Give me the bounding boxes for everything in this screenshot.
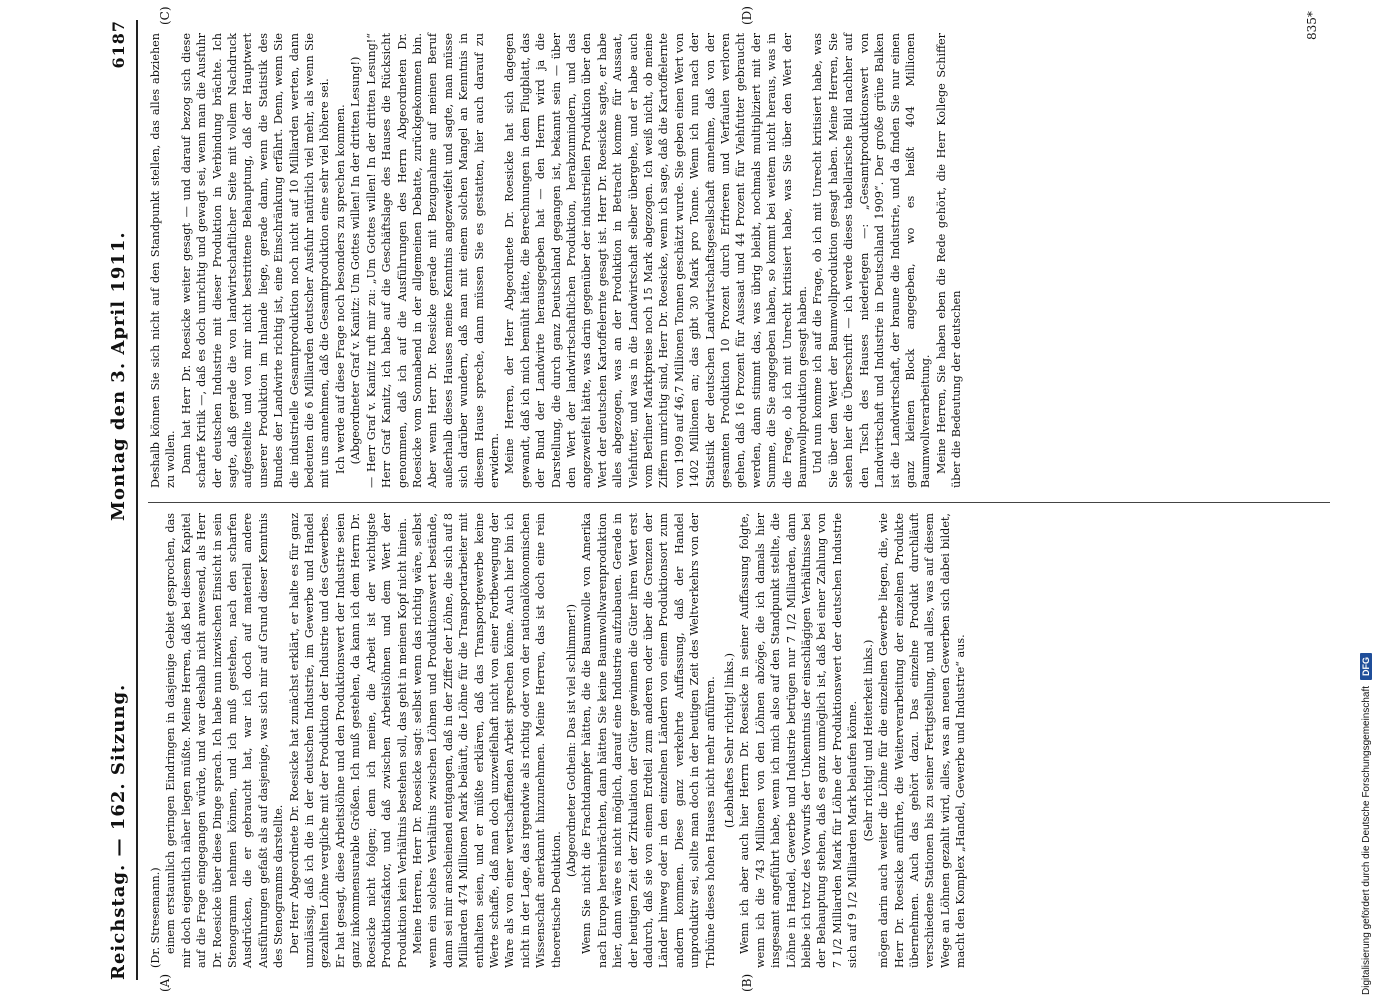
right-column-paragraph: Ich werde auf diese Frage noch besonders zu sprechen kommen. [333,104,347,474]
header-date: Montag den 3. April 1911. [107,231,129,521]
left-column-paragraph: Wenn ich aber auch hier Herrn Dr. Roesicke in seiner Auffassung folgte, wenn ich die 743 Millionen von den Löhnen abzöge, die ich damals hier insgesamt angeführt habe, wenn ich mich also auf den Standpunkt stellte, die Löhne in Handel, Gewerbe und Industrie betrügen nur 7 1/2 Milliarden, dann bleibe ich trotz des Vorwurfs der Unkenntnis der einschlägigen Verhältnisse bei der Behauptung stehen, daß es ganz unmöglich ist, daß bei einer Zahlung von 7 1/2 Milliarden Mark für Löhne der Produktionswert der deutschen Industrie sich auf 9 1/2 Milliarden Mark belaufen könne. [738,513,860,968]
column-divider [148,502,1330,503]
digitization-credit-text: Digitalisierung gefördert durch die Deutsche Forschungsgemeinschaft [1360,685,1372,995]
right-column [148,33,1330,488]
page-content [70,0,1360,1000]
left-column-paragraph: Meine Herren, Herr Dr. Roesicke sagt: selbst wenn das richtig wäre, selbst wenn ein solches Verhältnis zwischen Löhnen und Produktionswert bestände, dann sei mir anscheinend entgangen, daß in der Ziffer der Löhne, die sich auf 8 Milliarden 474 Millionen Mark beläuft, die Löhne für die Transportarbeiter mit enthalten seien, und er müßte erklären, daß das Transportgewerbe keine Werte schaffe, daß man doch unzweifelhaft nicht von einer Fortbewegung der Ware als von einer wertschaffenden Arbeit sprechen könne. Auch hier bin ich nicht in der Lage, das irgendwie als richtig oder von der nationalökonomischen Wissenschaft anerkannt hinzunehmen. Meine Herren, das ist doch eine rein theoretische Deduktion. [410,513,563,968]
right-column-paragraph: (Abgeordneter Graf v. Kanitz: Um Gottes willen! In der dritten Lesung!) [349,56,363,465]
left-column-paragraph: (Lebhaftes Sehr richtig! links.) [723,653,737,828]
margin-marker-c: (C) [158,6,172,25]
left-column-paragraph: Der Herr Abgeordnete Dr. Roesicke hat zunächst erklärt, er halte es für ganz unzulässig, daß ich die in der deutschen Industrie, im Gewerbe und Handel gezahlten Löhne vergliche mit der Produktion der Industrie und des Gewerbes. Er hat gesagt, diese Arbeitslöhne und den Produktionswert der Industrie seien ganz inkommensurable Größen. Ich muß gestehen, da kann ich dem Herrn Dr. Roesicke nicht folgen; denn ich meine, die Arbeit ist der wichtigste Produktionsfaktor, und daß zwischen Arbeitslöhnen und dem Wert der Produktion kein Verhältnis bestehen soll, das geht in meinen Kopf nicht hinein. [287,513,409,968]
left-column-paragraph: (Sehr richtig! und Heiterkeit links.) [861,639,875,842]
right-column-paragraph: — Herr Graf v. Kanitz ruft mir zu: „Um Gottes willen! In der dritten Lesung!“ Herr Graf Kanitz, ich habe auf die Geschäftslage des Hauses die Rücksicht genommen, daß ich auf die Ausführungen des Herrn Abgeordneten Dr. Roesicke vom Sonnabend in der allgemeinen Debatte, zurückgekommen bin. Aber wenn Herr Dr. Roesicke gerade mit Bezugnahme auf meinen Beruf außerhalb dieses Hauses meine Kenntnis angezweifelt und sagte, man müsse sich darüber wundern, daß man mit einem solchen Mangel an Kenntnis in diesem Hause spreche, dann müssen Sie es gestatten, hier auch darauf zu erwidern. [364,33,501,488]
margin-marker-a: (A) [158,973,172,992]
dfg-logo: DFG [1360,653,1372,680]
right-column-paragraph: Meine Herren, Sie haben eben die Rede gehört, die Herr Kollege Schiffer über die Bedeutung der deutschen [934,33,964,488]
left-column-paragraph: Wenn Sie nicht die Frachtdampfer hätten, die die Baumwolle von Amerika nach Europa hereinbrächten, dann hätten Sie keine Baumwollwarenproduktion hier, dann wäre es nicht möglich, darauf eine Industrie aufzubauen. Gerade in der heutigen Zeit der Zirkulation der Güter gewinnen die Güter ihren Wert erst dadurch, daß sie von einem Erdteil zum anderen oder über die Grenzen der Länder hinweg oder in den einzelnen Ländern von einem Produktionsort zum andern kommen. Diese ganz verkehrte Auffassung, daß der Handel unproduktiv sei, sollte man doch in der heutigen Zeit des Weltverkehrs von der Tribüne dieses hohen Hauses nicht mehr anführen. [580,513,717,968]
header-page-number: 6187 [108,20,128,69]
margin-marker-b: (B) [740,973,754,992]
left-column-paragraph: einem erstaunlich geringen Eindringen in dasjenige Gebiet gesprochen, das mir doch eigentlich näher liegen müßte. Meine Herren, daß bei diesem Kapitel auf die Frage eingegangen würde, und war deshalb nicht anwesend, als Herr Dr. Roesicke über diese Dinge sprach. Ich habe nun inzwischen Einsicht in sein Stenogramm nehmen können, und ich muß gestehen, nach den scharfen Ausdrücken, die er gebraucht hat, war ich doch auf materiell andere Ausführungen gefaßt als auf dasjenige, was sich mir auf Grund dieser Kenntnis des Stenogramms darstellte. [164,513,286,968]
page-header [100,20,138,980]
right-column-paragraph: Meine Herren, der Herr Abgeordnete Dr. Roesicke hat sich dagegen gewandt, daß ich mich bemüht hätte, die Berechnungen in dem Flugblatt, das der Bund der Landwirte herausgegeben hat — den Herrn wird ja die Darstellung, die durch ganz Deutschland gegangen ist, bekannt sein — über den Wert der landwirtschaftlichen Produktion, herabzumindern, und das angezweifelt hätte, was darin gegenüber der industriellen Produktion über den Wert der deutschen Kartoffelernte gesagt ist. Herr Dr. Roesicke sagte, er habe alles abgezogen, was an der Produktion in Betracht komme für Aussaat, Viehfutter, und was in die Landwirtschaft selber übergehe, und er habe auch vom Berliner Marktpreise noch 15 Mark abgezogen. Ich weiß nicht, ob meine Ziffern unrichtig sind, Herr Dr. Roesicke, wenn ich sage, daß die Kartoffelernte von 1909 auf 46,7 Millionen Tonnen geschätzt wurde. Sie geben einen Wert von 1402 Millionen an; das gibt 30 Mark pro Tonne. Wenn ich nun nach der Statistik der deutschen Landwirtschaftsgesellschaft annehme, daß von der gesamten Produktion 10 Prozent durch Erfrieren und Verfaulen verloren gehen, daß 16 Prozent für Aussaat und 44 Prozent für Viehfutter gebraucht werden, dann stimmt das, was übrig bleibt, nochmals multipliziert mit der Summe, die Sie angegeben haben, so kommt bei weitem nicht heraus, was in die Frage, ob ich mit Unrecht kritisiert habe, was Sie über den Wert der Baumwollproduktion gesagt haben. [503,33,810,488]
left-column-paragraph: (Dr. Stresemann.) [149,867,162,968]
rotated-page [70,0,1360,1000]
footer-page-number: 835* [1305,11,1319,40]
left-column [148,513,1330,968]
margin-marker-d: (D) [740,6,754,25]
left-column-paragraph: (Abgeordneter Gothein: Das ist viel schlimmer!) [564,604,578,877]
header-session: Reichstag. — 162. Sitzung. [107,683,129,980]
digitization-credit [1360,653,1372,995]
right-column-paragraph: Deshalb können Sie sich nicht auf den Standpunkt stellen, das alles abziehen zu wollen. [149,33,178,488]
right-column-paragraph: Dann hat Herr Dr. Roesicke weiter gesagt — und darauf bezog sich diese scharfe Kritik —, daß es doch unrichtig und gewagt sei, wenn man die Ausfuhr der deutschen Industrie mit dieser Produktion in Verbindung brächte. Ich sagte, daß gerade die von landwirtschaftlicher Seite mit vollem Nachdruck aufgestellte und von mir nicht bestrittene Behauptung, daß der Hauptwert unserer Produktion im Inlande liege, gerade dann, wenn die Statistik des Bundes der Landwirte richtig ist, eine Einschränkung erfährt. Denn, wenn Sie die industrielle Gesamtproduktion noch nicht auf 10 Milliarden werten, dann bedeuten die 6 Milliarden deutscher Ausfuhr natürlich viel mehr, als wenn Sie mit uns annehmen, daß die Gesamtproduktion eine sehr viel höhere sei. [179,33,332,488]
right-column-paragraph: Und nun komme ich auf die Frage, ob ich mit Unrecht kritisiert habe, was Sie über den Wert der Baumwollproduktion gesagt haben. Meine Herren, Sie sehen hier die Überschrift — ich werde dieses tabellarische Bild nachher auf den Tisch des Hauses niederlegen —: „Gesamtproduktionswert von Landwirtschaft und Industrie in Deutschland 1909“. Der große grüne Balken ist die Landwirtschaft, der braune die Industrie, und da finden Sie nur einen ganz kleinen Block angegeben, wo es heißt 404 Millionen Baumwollverarbeitung. [811,33,933,488]
left-column-paragraph: mögen darin auch weiter die Löhne für die einzelnen Gewerbe liegen, die, wie Herr Dr. Roesicke anführte, die Weiterverarbeitung der einzelnen Produkte übernehmen. Auch das gehört dazu. Das einzelne Produkt durchläuft verschiedene Stationen bis zu seiner Fertigstellung, und alles, was auf diesem Wege an Löhnen gezahlt wird, alles, was an neuen Gewerben sich dabei bildet, macht den Komplex „Handel, Gewerbe und Industrie“ aus. [877,513,968,968]
